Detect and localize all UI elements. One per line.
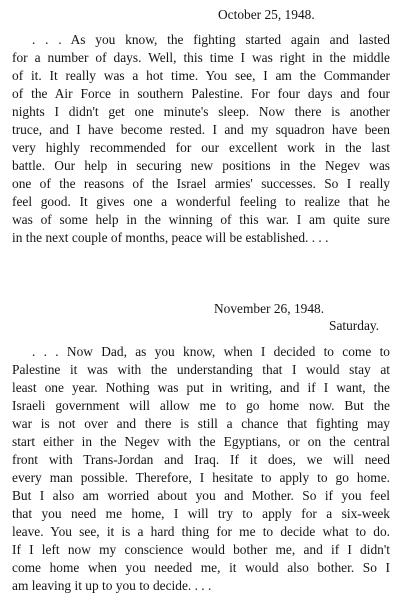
letter2-line: Israeli government will allow me to go home now. But the — [12, 398, 390, 413]
letter1-line: battle. Our help in securing new positions in the Negev was — [12, 158, 390, 173]
letter2-line: leave. You see, it is a hard thing for me to decide what to do. — [12, 524, 390, 539]
letter2-line: . . . Now Dad, as you know, when I decided to come to — [32, 344, 390, 359]
letter2-line: start either in the Negev with the Egyptians, or on the central — [12, 434, 390, 449]
letter1-line: feel good. It gives one a wonderful feeling to realize that he — [12, 194, 390, 209]
letter2-line: But I also am worried about you and Mother. So if you feel — [12, 488, 390, 503]
letter2-line: am leaving it up to you to decide. . . . — [12, 578, 212, 593]
letter1-line: for a number of days. Well, this time I was right in the middle — [12, 50, 390, 65]
letter1-line: of it. It really was a hot time. You see, I am the Commander — [12, 68, 390, 83]
letter1-line: nights I didn't get one minute's sleep. Now there is another — [12, 104, 390, 119]
letter2-line: least one year. Nothing was put in writing, and if I want, the — [12, 380, 390, 395]
letter2-line: front with Trans-Jordan and Iraq. If it does, we will need — [12, 452, 390, 467]
letter2-line: every man possible. Therefore, I hesitate to apply to go home. — [12, 470, 390, 485]
letter2-line: Palestine it was with the understanding that I would stay at — [12, 362, 390, 377]
letter2-line: come home when you needed me, it would also bother. So I — [12, 560, 390, 575]
letter2-date: November 26, 1948. — [214, 301, 325, 316]
letter1-line: very highly recommended for our excellent work in the last — [12, 140, 390, 155]
letter1-line: of the Air Force in southern Palestine. For four days and four — [12, 86, 390, 101]
letter2-line: that you need me home, I will try to apply for a six-week — [12, 506, 390, 521]
letter1-line: . . . As you know, the fighting started again and lasted — [32, 32, 390, 47]
letter1-line: was of some help in the winning of this war. I am quite sure — [12, 212, 390, 227]
letter1-line: truce, and I have become rested. I and my squadron have been — [12, 122, 390, 137]
letter1-date: October 25, 1948. — [218, 7, 315, 22]
letter1-line: in the next couple of months, peace will be established. . . . — [12, 230, 329, 245]
letter2-line: If I left now my conscience would bother me, and if I didn't — [12, 542, 390, 557]
letter1-line: one of the reasons of the Israel armies' successes. So I really — [12, 176, 390, 191]
letter2-line: war is not over and there is still a chance that fighting may — [12, 416, 390, 431]
letter2-day: Saturday. — [329, 318, 380, 333]
